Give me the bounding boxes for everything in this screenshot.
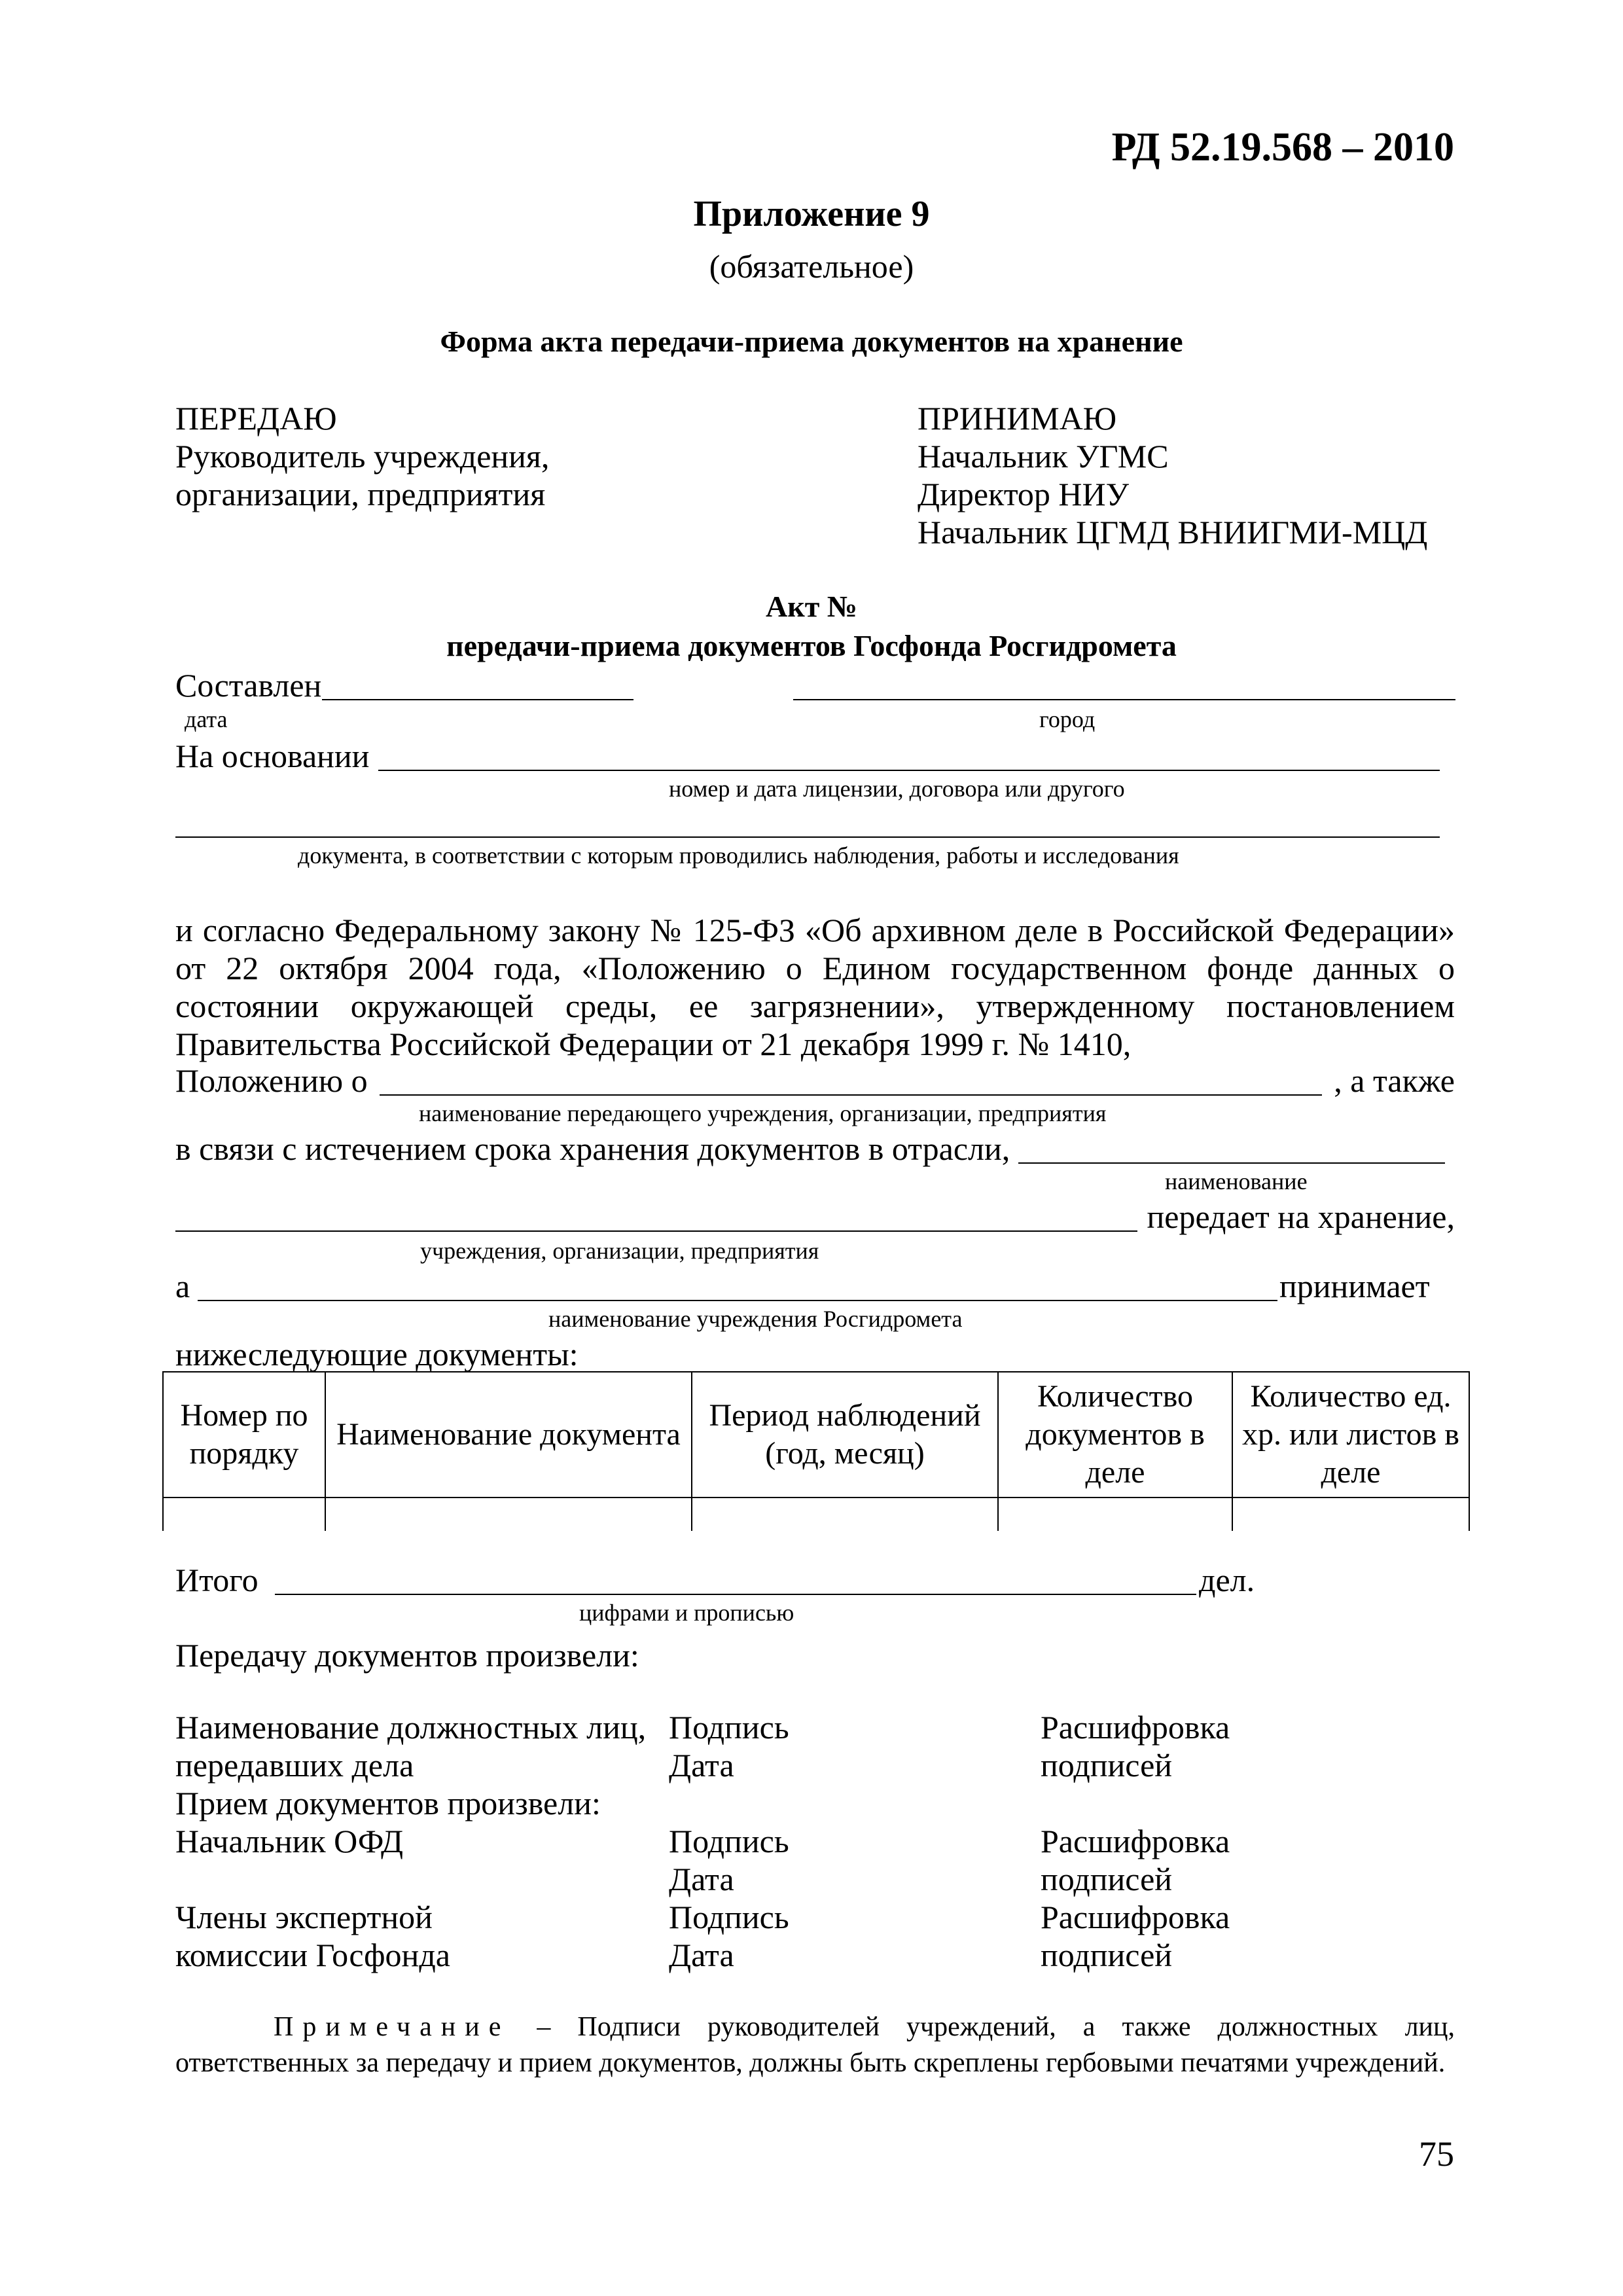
decoding-label-2b: подписей xyxy=(1041,1861,1173,1897)
act-title: Акт № xyxy=(765,590,858,623)
col-header-period: Период наблюдений (год, месяц) xyxy=(692,1372,998,1498)
signature-label-2: Подпись xyxy=(669,1823,789,1859)
basis-hint-1: номер и дата лицензии, договора или другого xyxy=(669,776,1125,802)
table-cell[interactable] xyxy=(1232,1498,1469,1531)
hint-roshydromet: наименование учреждения Росгидромета xyxy=(548,1306,963,1332)
polozheniyu-label: Положению о xyxy=(175,1062,368,1099)
accept-block-line2: Начальник УГМС xyxy=(918,438,1169,475)
hint-name: наименование xyxy=(1165,1168,1308,1194)
hint-transferring: наименование передающего учреждения, организации, предприятия xyxy=(419,1100,1107,1126)
basis-label: На основании xyxy=(175,738,370,774)
note-paragraph xyxy=(175,2009,1455,2081)
table-header-row xyxy=(163,1372,1469,1498)
col-header-number: Номер по порядку xyxy=(163,1372,325,1498)
table-cell[interactable] xyxy=(325,1498,692,1531)
head-ofd-label: Начальник ОФД xyxy=(175,1823,404,1859)
following-docs-label: нижеследующие документы: xyxy=(175,1336,579,1372)
basis-line-2 xyxy=(175,836,1440,838)
city-hint: город xyxy=(1039,706,1096,732)
appendix-title: Приложение 9 xyxy=(693,194,930,234)
transfer-block-line3: организации, предприятия xyxy=(175,476,546,512)
expiry-line xyxy=(1018,1162,1445,1164)
transfer-made-label: Передачу документов произвели: xyxy=(175,1637,639,1674)
date-hint: дата xyxy=(185,706,228,732)
basis-hint-2: документа, в соответствии с которым проводились наблюдения, работы и исследования xyxy=(298,842,1179,869)
signature-label-1: Подпись xyxy=(669,1709,789,1746)
table-cell[interactable] xyxy=(163,1498,325,1531)
total-suffix: дел. xyxy=(1199,1562,1255,1598)
signature-label-3: Подпись xyxy=(669,1899,789,1935)
accept-block-line1: ПРИНИМАЮ xyxy=(918,400,1117,437)
total-line xyxy=(275,1594,1196,1595)
col-header-doc-count: Количество документов в деле xyxy=(998,1372,1232,1498)
officials-line1: Наименование должностных лиц, xyxy=(175,1709,647,1746)
officials-line2: передавших дела xyxy=(175,1747,414,1784)
col-header-name: Наименование документа xyxy=(325,1372,692,1498)
decoding-label-3b: подписей xyxy=(1041,1937,1173,1973)
transfer-block-line2: Руководитель учреждения, xyxy=(175,438,550,475)
act-subtitle: передачи-приема документов Госфонда Росгидромета xyxy=(446,629,1177,662)
note-text: – Подписи руководителей учреждений, а также должностных лиц, ответственных за передачу и прием документов, должны быть скреплены гербовыми печатями учреждений. xyxy=(175,2012,1455,2078)
members-line1: Члены экспертной xyxy=(175,1899,433,1935)
document-code: РД 52.19.568 – 2010 xyxy=(1111,125,1454,170)
note-label: Примечание xyxy=(274,2012,510,2042)
form-title: Форма акта передачи-приема документов на хранение xyxy=(440,325,1183,358)
appendix-subtitle: (обязательное) xyxy=(709,248,914,285)
table-cell[interactable] xyxy=(998,1498,1232,1531)
decoding-label-1a: Расшифровка xyxy=(1041,1709,1230,1746)
a-label: а xyxy=(175,1268,190,1304)
total-hint: цифрами и прописью xyxy=(579,1600,794,1626)
transfers-label: передает на хранение, xyxy=(1147,1198,1455,1235)
acceptance-made-label: Прием документов произвели: xyxy=(175,1785,601,1821)
decoding-label-1b: подписей xyxy=(1041,1747,1173,1784)
composed-date-line xyxy=(322,699,633,700)
accepts-label: принимает xyxy=(1279,1268,1430,1304)
transfers-line xyxy=(175,1230,1137,1232)
transfer-block-line1: ПЕРЕДАЮ xyxy=(175,400,337,437)
decoding-label-2a: Расшифровка xyxy=(1041,1823,1230,1859)
total-label: Итого xyxy=(175,1562,259,1598)
expiry-label: в связи с истечением срока хранения документов в отрасли, xyxy=(175,1130,1010,1167)
members-line2: комиссии Госфонда xyxy=(175,1937,450,1973)
page-number: 75 xyxy=(1419,2134,1454,2174)
table-row xyxy=(163,1498,1469,1531)
hint-institution: учреждения, организации, предприятия xyxy=(420,1238,819,1264)
table-cell[interactable] xyxy=(692,1498,998,1531)
accept-block-line3: Директор НИУ xyxy=(918,476,1129,512)
accept-block-line4: Начальник ЦГМД ВНИИГМИ-МЦД xyxy=(918,514,1428,550)
date-label-2: Дата xyxy=(669,1861,734,1897)
col-header-units-count: Количество ед. хр. или листов в деле xyxy=(1232,1372,1469,1498)
accepts-line xyxy=(198,1300,1277,1301)
documents-table xyxy=(162,1371,1470,1531)
composed-city-line xyxy=(793,699,1455,700)
a-takzhe-label: , а также xyxy=(1334,1062,1455,1099)
basis-line xyxy=(378,770,1440,771)
date-label-3: Дата xyxy=(669,1937,734,1973)
law-paragraph: и согласно Федеральному закону № 125-ФЗ «Об архивном деле в Российской Федерации» от 22 октября 2004 года, «Положению о Едином государственном фонде данных о состоянии окружающей среды, ее загрязнении», утвержденному постановлением Правительства Российской Федерации от 21 декабря 1999 г. № 1410, xyxy=(175,912,1455,1062)
composed-label: Составлен xyxy=(175,667,322,704)
decoding-label-3a: Расшифровка xyxy=(1041,1899,1230,1935)
date-label-1: Дата xyxy=(669,1747,734,1784)
